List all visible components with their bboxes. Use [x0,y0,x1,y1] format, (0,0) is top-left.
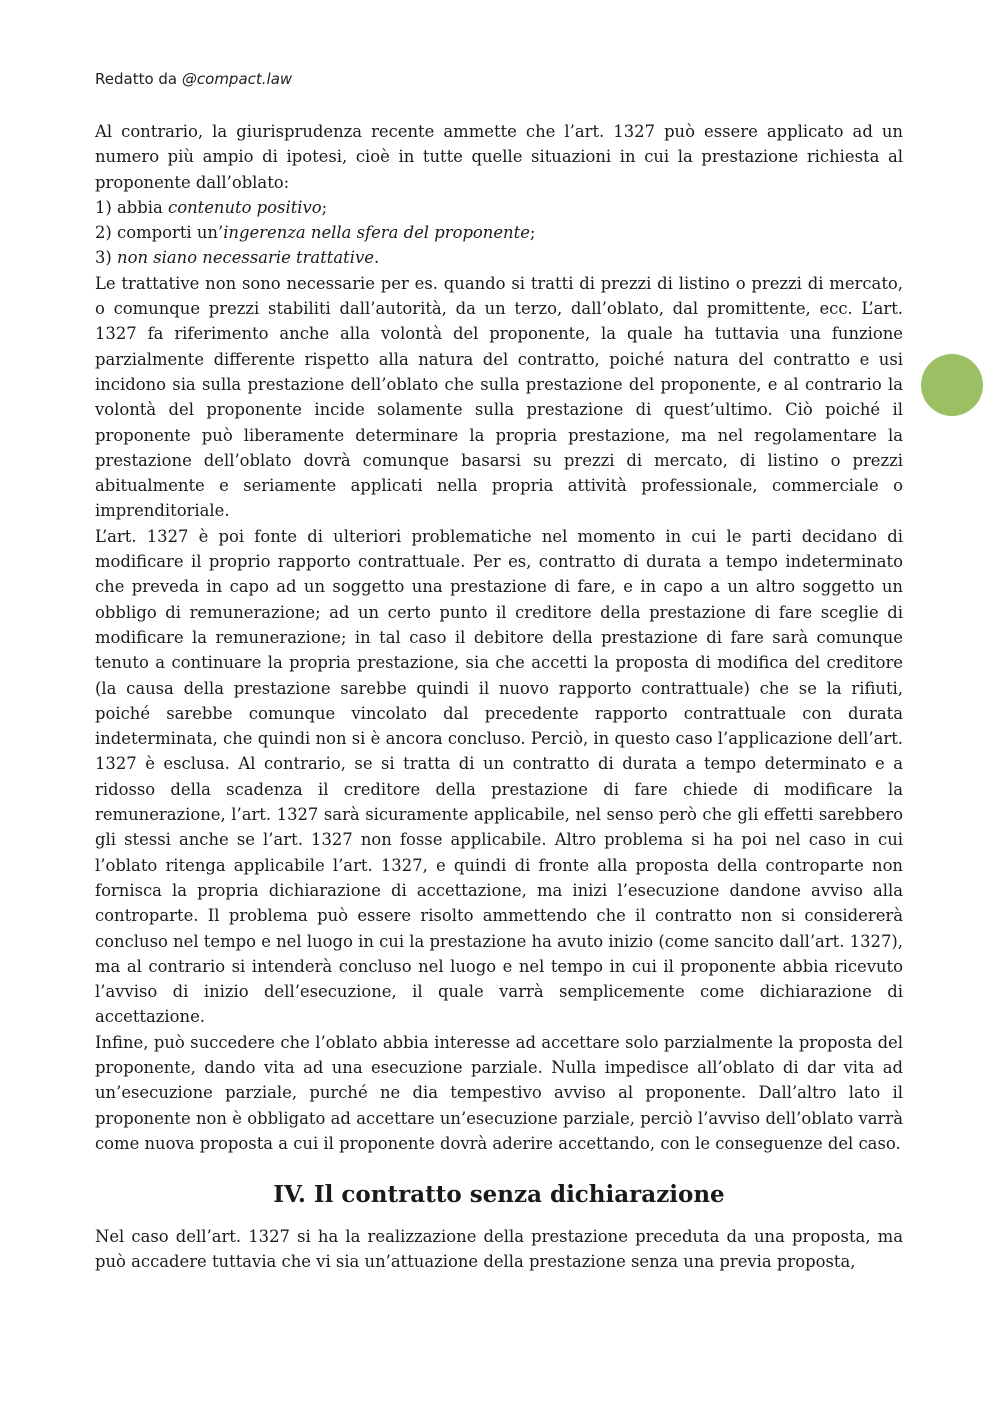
list-item-1-emphasis: contenuto positivo [168,197,322,217]
list-item-2-emphasis: ingerenza nella sfera del proponente [223,223,530,243]
paragraph-4: Infine, può succedere che l’oblato abbia interesse ad accettare solo parzialmente la proposta del proponente, dando vita ad una esecuzione parziale. Nulla impedisce all’oblato di dar vita ad un’esecuzione parziale, purché ne dia tempestivo avviso al proponente. Dall’altro lato il proponente non è obbligato ad accettare un’esecuzione parziale, perciò l’avviso dell’oblato varrà come nuova proposta a cui il proponente dovrà aderire accettando, con le conseguenze del caso. [95,1032,903,1153]
section-heading: IV. Il contratto senza dichiarazione [273,1181,725,1209]
list-item-1-suffix: ; [321,197,328,217]
list-item-3-prefix: 3) [95,248,118,268]
paragraph-1: Al contrario, la giurisprudenza recente ammette che l’art. 1327 può essere applicato ad un numero più ampio di ipotesi, cioè in tutte quelle situazioni in cui la prestazione richiesta al proponente dall’oblato: [95,122,903,192]
list-item-1 [95,195,903,220]
header-handle: @compact.law [181,70,293,88]
header-prefix: Redatto da [95,70,182,88]
paragraph-5: Nel caso dell’art. 1327 si ha la realizzazione della prestazione preceduta da una proposta, ma può accadere tuttavia che vi sia un’attuazione della prestazione senza una previa proposta, [95,1227,903,1272]
paragraph-3: L’art. 1327 è poi fonte di ulteriori problematiche nel momento in cui le parti decidano di modificare il proprio rapporto contrattuale. Per es, contratto di durata a tempo indeterminato che preveda in capo ad un soggetto una prestazione di fare, e in capo a un altro soggetto un obbligo di remunerazione; ad un certo punto il creditore della prestazione di fare sceglie di modificare la remunerazione; in tal caso il debitore della prestazione di fare sarà comunque tenuto a continuare la propria prestazione, sia che accetti la proposta di modifica del creditore (la causa della prestazione sarebbe quindi il nuovo rapporto contrattuale) che se la rifiuti, poiché sarebbe comunque vincolato dal precedente rapporto contrattuale con durata indeterminata, che quindi non si è ancora concluso. Perciò, in questo caso l’applicazione dell’art. 1327 è esclusa. Al contrario, se si tratta di un contratto di durata a tempo determinato e a ridosso della scadenza il creditore della prestazione di fare chiede di modificare la remunerazione, l’art. 1327 sarà sicuramente applicabile, nel senso però che gli effetti sarebbero gli stessi anche se l’art. 1327 non fosse applicabile. Altro problema si ha poi nel caso in cui l’oblato ritenga applicabile l’art. 1327, e quindi di fronte alla proposta della controparte non fornisca la propria dichiarazione di accettazione, ma inizi l’esecuzione dandone avviso alla controparte. Il problema può essere risolto ammettendo che il contratto non si considererà concluso nel tempo e nel luogo in cui la prestazione ha avuto inizio (come sancito dall’art. 1327), ma al contrario si intenderà concluso nel luogo e nel tempo in cui il proponente abbia ricevuto l’avviso di inizio dell’esecuzione, il quale varrà semplicemente come dichiarazione di accettazione. [95,526,903,1027]
list-item-2-prefix: 2) comporti un’ [95,223,224,243]
side-marker-circle [921,354,983,416]
list-item-2 [95,220,903,245]
document-body [95,119,903,1275]
paragraph-2: Le trattative non sono necessarie per es. quando si tratti di prezzi di listino o prezzi di mercato, o comunque prezzi stabiliti dall’autorità, da un terzo, dall’oblato, dal promittente, ecc. L’art. 1327 fa riferimento anche alla volontà del proponente, la quale ha tuttavia una funzione parzialmente differente rispetto alla natura del contratto, poiché natura del contratto e usi incidono sia sulla prestazione dell’oblato che sulla prestazione del proponente, e al contrario la volontà del proponente incide solamente sulla prestazione di quest’ultimo. Ciò poiché il proponente può liberamente determinare la propria prestazione, ma nel regolamentare la prestazione dell’oblato dovrà comunque basarsi su prezzi di mercato, di listino o prezzi abitualmente e seriamente applicati nella propria attività professionale, commerciale o imprenditoriale. [95,273,903,521]
list-item-2-suffix: ; [529,223,536,243]
list-item-3 [95,245,903,270]
list-item-3-suffix: . [373,248,380,268]
list-item-1-prefix: 1) abbia [95,197,169,217]
list-item-3-emphasis: non siano necessarie trattative [117,248,374,268]
page-header [95,70,292,88]
